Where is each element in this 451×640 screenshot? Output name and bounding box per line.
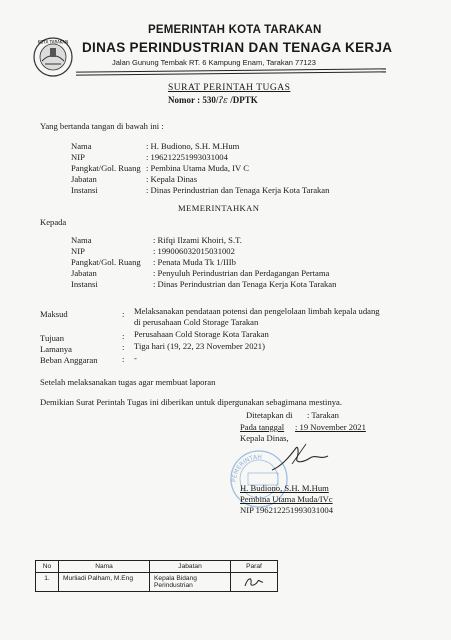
signer-label-nama: Nama [71,141,92,151]
lamanya-value: Tiga hari (19, 22, 23 November 2021) [134,341,265,351]
assignee-value-nama: : Rifqi Ilzami Khoiri, S.T. [153,235,242,245]
assignee-label-jabatan: Jabatan [71,268,97,278]
sign-place-label: Ditetapkan di [246,410,293,420]
sign-place-value: : Tarakan [307,410,339,420]
paraf-header-paraf: Paraf [231,561,278,573]
signer-label-jabatan: Jabatan [71,174,97,184]
logo-text: KOTA TARAKAN [37,39,69,45]
assignee-value-nip: : 199006032015031002 [153,246,235,256]
doc-number-suffix: /DPTK [227,95,258,105]
signer-value-instansi: : Dinas Perindustrian dan Tenaga Kerja Kota Tarakan [146,185,330,195]
org-line-1: PEMERINTAH KOTA TARAKAN [148,24,322,36]
doc-number-handwritten: ʔɛ [218,96,228,106]
sign-position: Kepala Dinas, [240,433,289,443]
beban-label: Beban Anggaran [40,355,98,365]
sign-nip: NIP 196212251993031004 [240,505,334,515]
closing-statement: Demikian Surat Perintah Tugas ini diberikan untuk dipergunakan sebagimana mestinya. [40,397,343,407]
tujuan-label: Tujuan [40,333,65,343]
assignee-label-instansi: Instansi [71,279,98,289]
assignee-label-nama: Nama [71,235,92,245]
closing-report: Setelah melaksanakan tugas agar membuat laporan [40,377,216,387]
tujuan-value: Perusahaan Cold Storage Kota Tarakan [134,329,269,339]
signer-value-nama: : H. Budiono, S.H. M.Hum [146,141,240,151]
paraf-table [35,560,278,592]
paraf-header-nama: Nama [59,561,150,573]
maksud-label: Maksud [40,309,68,319]
paraf-cell-jabatan [150,573,231,592]
paraf-initial-icon [242,575,266,589]
maksud-value-line2: di perusahaan Cold Storage Tarakan [134,317,259,327]
doc-number [168,95,258,106]
order-heading: MEMERINTAHKAN [178,203,260,213]
sign-name: H. Budiono, S.H. M.Hum [240,483,329,493]
assignee-label-pangkat: Pangkat/Gol. Ruang [71,257,141,267]
signer-value-jabatan: : Kepala Dinas [146,174,198,184]
maksud-colon: : [122,309,125,319]
paraf-cell-nama: Murliadi Palham, M.Eng [59,573,150,592]
maksud-value-line1: Melaksanakan pendataan potensi dan pengelolaan limbah kepala udang [134,306,380,316]
assignee-value-pangkat: : Penata Muda Tk 1/IIIb [153,257,236,267]
assignee-label-nip: NIP [71,246,85,256]
sign-date-label: Pada tanggal [240,422,285,432]
doc-title: SURAT PERINTAH TUGAS [168,83,291,93]
paraf-jabatan-line1: Kepala Bidang [154,575,197,582]
doc-number-prefix: Nomor : 530/ [168,95,219,105]
sign-rank: Pembina Utama Muda/IVc [240,494,333,504]
sign-date-value: : 19 November 2021 [295,422,366,432]
paraf-header-jabatan: Jabatan [150,561,231,573]
signer-label-pangkat: Pangkat/Gol. Ruang [71,163,141,173]
paraf-header-row [36,561,278,573]
signer-value-nip: : 196212251993031004 [146,152,228,162]
lamanya-colon: : [122,342,125,352]
paraf-jabatan-line2: Perindustrian [154,582,193,589]
tujuan-colon: : [122,331,125,341]
lamanya-label: Lamanya [40,344,72,354]
signer-label-nip: NIP [71,152,85,162]
signer-value-pangkat: : Pembina Utama Muda, IV C [146,163,249,173]
beban-value: - [134,353,137,363]
paraf-header-no: No [36,561,59,573]
paraf-cell-no: 1. [36,573,59,592]
intro-text: Yang bertanda tangan di bawah ini : [40,121,164,131]
handwritten-signature-icon [268,436,332,482]
kepada-label: Kepada [40,217,67,227]
paraf-cell-paraf [231,573,278,592]
stamp-text: PEMERINTAH [230,453,262,483]
assignee-value-instansi: : Dinas Perindustrian dan Tenaga Kerja Kota Tarakan [153,279,337,289]
city-logo-icon [32,36,74,78]
signer-label-instansi: Instansi [71,185,98,195]
org-line-2: DINAS PERINDUSTRIAN DAN TENAGA KERJA [82,40,393,55]
org-address: Jalan Gunung Tembak RT. 6 Kampung Enam, Tarakan 77123 [112,58,316,67]
beban-colon: : [122,354,125,364]
assignee-value-jabatan: : Penyuluh Perindustrian dan Perdagangan Pertama [153,268,330,278]
table-row [36,573,278,592]
